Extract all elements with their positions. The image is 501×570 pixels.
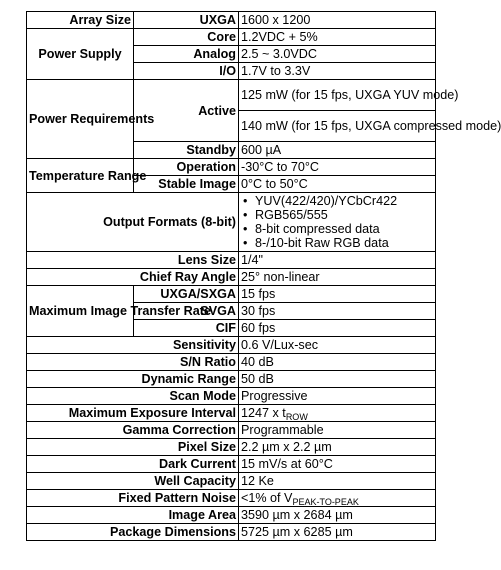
row-value: 5725 µm x 6285 µm [239, 524, 436, 541]
row-value [239, 405, 436, 422]
row-label: S/N Ratio [27, 354, 239, 371]
row-label: Package Dimensions [27, 524, 239, 541]
row-value: 140 mW (for 15 fps, UXGA compressed mode) [239, 111, 436, 142]
table-row [27, 286, 436, 303]
table-row [27, 388, 436, 405]
table-row [27, 252, 436, 269]
table-row [27, 422, 436, 439]
table-row [27, 405, 436, 422]
table-row [27, 354, 436, 371]
row-value [239, 193, 436, 252]
row-label: Output Formats (8-bit) [27, 193, 239, 252]
row-label: Gamma Correction [27, 422, 239, 439]
row-value: 15 fps [239, 286, 436, 303]
row-value: 30 fps [239, 303, 436, 320]
row-value: 1/4" [239, 252, 436, 269]
table-row [27, 507, 436, 524]
row-value: 3590 µm x 2684 µm [239, 507, 436, 524]
row-sublabel: Core [134, 29, 239, 46]
row-value: 0°C to 50°C [239, 176, 436, 193]
spec-table-container [26, 11, 501, 541]
table-row [27, 269, 436, 286]
spec-table [26, 11, 501, 541]
row-value: 2.5 ~ 3.0VDC [239, 46, 436, 63]
row-sublabel: UXGA/SXGA [134, 286, 239, 303]
row-value: 12 Ke [239, 473, 436, 490]
table-row [27, 490, 436, 507]
row-value: 60 fps [239, 320, 436, 337]
row-sublabel: SVGA [134, 303, 239, 320]
value-subscript: ROW [285, 412, 308, 422]
table-row [27, 193, 436, 252]
row-value: 25° non-linear [239, 269, 436, 286]
row-label: Array Size [27, 12, 134, 29]
row-sublabel: UXGA [134, 12, 239, 29]
row-label: Maximum Image Transfer Rate [27, 286, 134, 337]
row-label: Pixel Size [27, 439, 239, 456]
row-label: Well Capacity [27, 473, 239, 490]
row-value: 2.2 µm x 2.2 µm [239, 439, 436, 456]
row-label: Dark Current [27, 456, 239, 473]
row-sublabel: Stable Image [134, 176, 239, 193]
table-row [27, 80, 436, 111]
list-item: • 8-bit compressed data [241, 222, 433, 236]
row-sublabel: Active [134, 80, 239, 142]
list-item: • RGB565/555 [241, 208, 433, 222]
row-value: 15 mV/s at 60°C [239, 456, 436, 473]
table-row [27, 371, 436, 388]
row-label: Temperature Range [27, 159, 134, 193]
value-text: <1% of V [241, 491, 293, 505]
list-item: • 8-/10-bit Raw RGB data [241, 236, 433, 250]
table-row [27, 12, 436, 29]
row-sublabel: Operation [134, 159, 239, 176]
row-label: Maximum Exposure Interval [27, 405, 239, 422]
output-format-list [241, 194, 433, 250]
row-sublabel: Analog [134, 46, 239, 63]
row-sublabel: I/O [134, 63, 239, 80]
row-label: Scan Mode [27, 388, 239, 405]
row-label: Dynamic Range [27, 371, 239, 388]
table-row [27, 524, 436, 541]
row-value: 600 µA [239, 142, 436, 159]
row-label: Image Area [27, 507, 239, 524]
row-value [239, 490, 436, 507]
row-label: Sensitivity [27, 337, 239, 354]
table-row [27, 439, 436, 456]
row-label: Power Supply [27, 29, 134, 80]
row-value: 40 dB [239, 354, 436, 371]
row-value: 50 dB [239, 371, 436, 388]
row-sublabel: CIF [134, 320, 239, 337]
row-sublabel: Standby [134, 142, 239, 159]
table-row [27, 456, 436, 473]
row-value: Programmable [239, 422, 436, 439]
table-row [27, 29, 436, 46]
table-row [27, 337, 436, 354]
row-value: 1600 x 1200 [239, 12, 436, 29]
list-item: • YUV(422/420)/YCbCr422 [241, 194, 433, 208]
row-label: Lens Size [27, 252, 239, 269]
row-value: 1.7V to 3.3V [239, 63, 436, 80]
row-value: 0.6 V/Lux-sec [239, 337, 436, 354]
row-value: Progressive [239, 388, 436, 405]
row-label: Chief Ray Angle [27, 269, 239, 286]
row-value: 125 mW (for 15 fps, UXGA YUV mode) [239, 80, 436, 111]
table-row [27, 159, 436, 176]
row-value: -30°C to 70°C [239, 159, 436, 176]
value-text: 1247 x t [241, 406, 286, 420]
row-label: Fixed Pattern Noise [27, 490, 239, 507]
value-subscript: PEAK-TO-PEAK [292, 497, 359, 507]
row-value: 1.2VDC + 5% [239, 29, 436, 46]
row-label: Power Requirements [27, 80, 134, 159]
table-row [27, 473, 436, 490]
